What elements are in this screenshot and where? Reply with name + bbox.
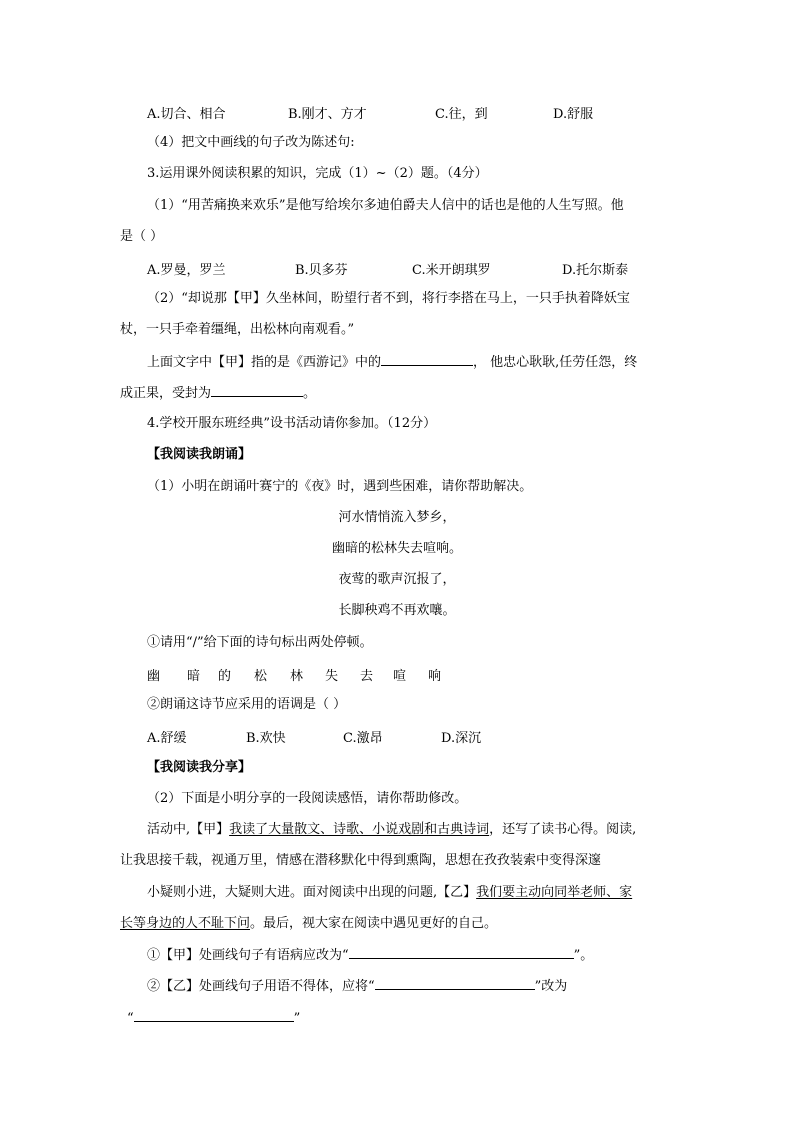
option-a: A.切合、相合 [147,107,226,122]
question-2-4: （4）把文中画线的句子改为陈述句: [147,135,355,150]
answer-blank[interactable] [134,1009,294,1022]
question-4: 4.学校开服东班经典”设书活动请你参加。（12分） [147,416,437,431]
option-d: D.舒服 [553,107,594,122]
paragraph-line-1 [147,821,636,839]
section-heading-share: 【我阅读我分享】 [147,760,252,775]
text-segment: ” [293,1011,301,1026]
question-c [127,1009,300,1028]
poem-char: 喧 [393,669,407,684]
question-b [147,977,567,996]
poem-char: 林 [290,669,304,684]
question-3-2-line1: （2）“却说那【甲】久坐林间，盼望行者不到，将行李搭在马上，一只手执着降妖宝 [147,291,630,306]
question-3-1-line2: 是（ ） [120,229,164,244]
option-d: D.深沉 [441,731,482,746]
question-3-2-line2: 杖，一只手牵着缰绳，出松林向南观看。” [120,322,355,337]
text-segment: 。 [303,386,317,401]
question-4-1: （1）小明在朗诵叶赛宁的《夜》时，遇到些困难，请你帮助解决。 [147,479,533,494]
text-segment: ”。 [573,948,594,963]
underlined-sentence-jia: 我读了大量散文、诗歌、小说戏剧和古典诗词 [229,822,490,837]
poem-line-2: 幽暗的松林失去喧响。 [331,541,462,556]
text-segment: 小疑则小进，大疑则大进。面对阅读中出现的问题,【乙】 [147,885,477,900]
option-d: D.托尔斯泰 [562,263,629,278]
poem-char: 暗 [187,669,201,684]
text-segment: ②【乙】处画线句子用语不得体，应将“ [147,979,375,994]
option-b: B.刚才、方才 [288,107,367,122]
option-a: A.罗曼，罗兰 [147,263,226,278]
poem-char: 幽 [147,669,161,684]
option-b: B.贝多芬 [295,263,348,278]
paragraph-line-4 [120,915,497,933]
poem-char: 响 [428,669,442,684]
text-segment: ”改为 [534,979,568,994]
question-4-2: （2）下面是小明分享的一段阅读感悟，请你帮助修改。 [147,791,468,806]
paragraph-line-3 [147,884,632,902]
paragraph-line-2: 让我思接千载，视通万里，情感在潜移默化中得到熏陶，思想在孜孜装索中变得深邃 [120,853,602,868]
underlined-sentence-yi-cont: 长等身边的人不耻下问 [120,916,251,931]
question-a [147,946,593,965]
question-3: 3.运用课外阅读积累的知识，完成（1）~（2）题。（4分） [147,166,488,181]
spaced-poem-line [0,665,794,683]
section-heading-recite: 【我阅读我朗诵】 [147,447,252,462]
text-segment: ①【甲】处画线句子有语病应改为“ [147,948,349,963]
poem-char: 去 [360,669,374,684]
option-a: A.舒缓 [147,731,187,746]
text-segment: “ [127,1011,134,1026]
question-3-2-line3 [147,353,637,372]
option-c: C.激昂 [343,731,383,746]
poem-char: 松 [254,669,268,684]
text-segment: ， 他忠心耿耿,任劳任怨，终 [473,355,638,370]
answer-blank[interactable] [211,384,303,397]
poem-line-1: 河水情悄流入梦乡， [338,510,456,525]
option-c: C.米开朗琪罗 [412,263,491,278]
text-segment: 。最后，视大家在阅读中遇见更好的自己。 [250,916,498,931]
option-c: C.往，到 [435,107,488,122]
text-segment: ，还写了读书心得。阅读, [489,822,637,837]
text-segment: 活动中,【甲】 [147,822,230,837]
question-3-2-line4 [120,384,316,403]
answer-blank[interactable] [349,946,574,959]
underlined-sentence-yi: 我们要主动向同举老师、家 [476,885,633,900]
question-4-1-b: ②朗诵这诗节应采用的语调是（ ） [147,697,347,712]
question-4-1-a: ①请用“/”给下面的诗句标出两处停顿。 [147,635,373,650]
text-segment: 成正果，受封为 [120,386,212,401]
answer-blank[interactable] [375,977,535,990]
text-segment: 上面文字中【甲】指的是《西游记》中的 [147,355,382,370]
answer-blank[interactable] [381,353,473,366]
poem-char: 失 [325,669,339,684]
poem-line-4: 长脚秧鸡不再欢嚷。 [338,603,456,618]
poem-char: 的 [218,669,232,684]
question-3-1-line1: （1）“用苦痛换来欢乐”是他写给埃尔多迪伯爵夫人信中的话也是他的人生写照。他 [147,198,624,213]
poem-line-3: 夜莺的歌声沉报了， [338,572,456,587]
option-b: B.欢快 [246,731,286,746]
